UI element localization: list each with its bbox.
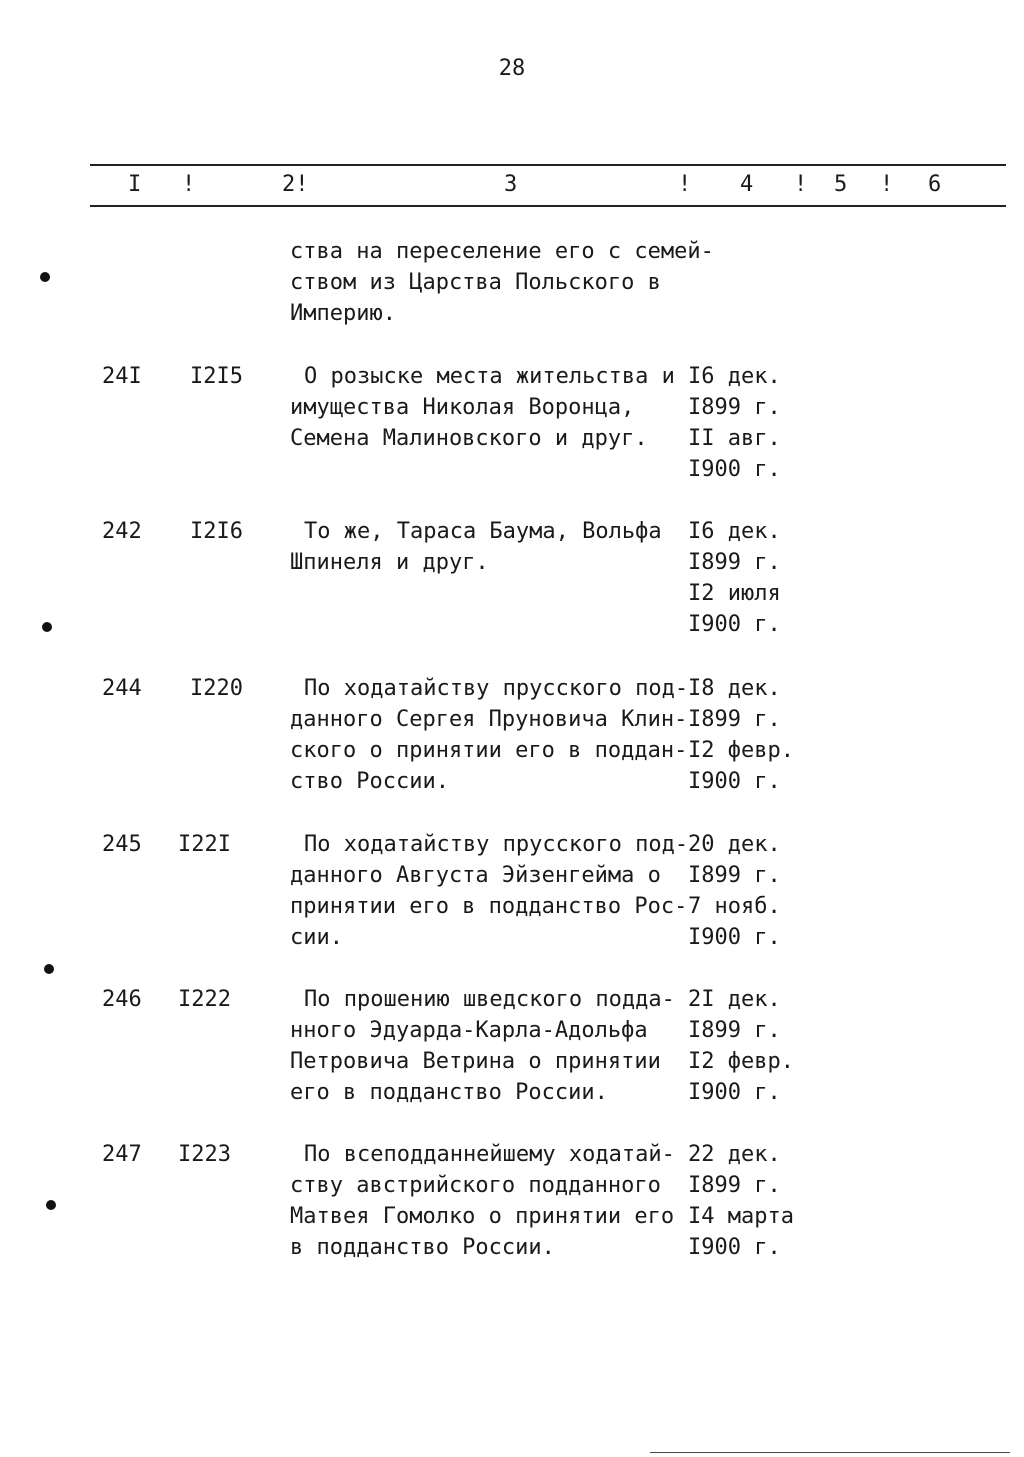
text-line: По ходатайству прусского под- xyxy=(304,676,689,701)
text-line: ского о принятии его в поддан- xyxy=(290,738,688,763)
file-number: I22I xyxy=(178,832,231,857)
entry-number: 246 xyxy=(102,987,142,1012)
entry-dates xyxy=(688,673,828,797)
table-top-rule xyxy=(90,164,1006,166)
entry-title xyxy=(290,516,690,578)
file-number: I222 xyxy=(178,987,231,1012)
text-line: ство России. xyxy=(290,769,449,794)
date-line: I900 г. xyxy=(688,612,781,637)
text-line: Петровича Ветрина о принятии xyxy=(290,1049,661,1074)
table-header-rule xyxy=(90,205,1006,207)
entry-title xyxy=(290,1139,690,1263)
date-line: I899 г. xyxy=(688,863,781,888)
entry-dates xyxy=(688,1139,828,1263)
binder-hole-mark xyxy=(46,1200,56,1210)
header-sep-5: ! xyxy=(880,172,894,197)
date-line: I899 г. xyxy=(688,1173,781,1198)
text-line: То же, Тараса Баума, Вольфа xyxy=(304,519,662,544)
file-number: I2I6 xyxy=(190,519,243,544)
text-line: в подданство России. xyxy=(290,1235,555,1260)
text-line: ства на переселение его с семей- xyxy=(290,239,714,264)
header-col-4: 4 xyxy=(740,172,754,197)
header-col-5: 5 xyxy=(834,172,848,197)
entry-dates xyxy=(688,984,828,1108)
header-col-1: I xyxy=(128,172,142,197)
date-line: II авг. xyxy=(688,426,781,451)
date-line: I2 февр. xyxy=(688,1049,794,1074)
text-line: сии. xyxy=(290,925,343,950)
date-line: I900 г. xyxy=(688,1080,781,1105)
entry-number: 247 xyxy=(102,1142,142,1167)
date-line: I900 г. xyxy=(688,769,781,794)
text-line: данного Сергея Пруновича Клин- xyxy=(290,707,688,732)
entry-dates xyxy=(688,829,828,953)
entry-dates xyxy=(688,361,828,485)
text-line: По прошению шведского подда- xyxy=(304,987,675,1012)
file-number: I223 xyxy=(178,1142,231,1167)
entry-title xyxy=(290,673,690,797)
entry-number: 244 xyxy=(102,676,142,701)
entry-number: 24I xyxy=(102,364,142,389)
entry-title xyxy=(290,361,690,454)
footer-rule xyxy=(650,1452,1010,1453)
date-line: I6 дек. xyxy=(688,519,781,544)
date-line: I8 дек. xyxy=(688,676,781,701)
date-line: I899 г. xyxy=(688,1018,781,1043)
text-line: нного Эдуарда-Карла-Адольфа xyxy=(290,1018,648,1043)
page-number: 28 xyxy=(498,56,526,81)
date-line: I2 февр. xyxy=(688,738,794,763)
date-line: 2I дек. xyxy=(688,987,781,1012)
header-sep-1: ! xyxy=(182,172,196,197)
text-line: Империю. xyxy=(290,301,396,326)
text-line: его в подданство России. xyxy=(290,1080,608,1105)
text-line: О розыске места жительства и xyxy=(304,364,675,389)
date-line: I900 г. xyxy=(688,1235,781,1260)
text-line: По ходатайству прусского под- xyxy=(304,832,689,857)
text-line: По всеподданнейшему ходатай- xyxy=(304,1142,675,1167)
entry-title xyxy=(290,984,690,1108)
text-line: Матвея Гомолко о принятии его xyxy=(290,1204,675,1229)
header-col-2: 2! xyxy=(282,172,309,197)
text-line: данного Августа Эйзенгейма о xyxy=(290,863,661,888)
entry-number: 245 xyxy=(102,832,142,857)
date-line: 20 дек. xyxy=(688,832,781,857)
text-line: имущества Николая Воронца, xyxy=(290,395,635,420)
table-header xyxy=(0,172,1024,202)
text-line: Шпинеля и друг. xyxy=(290,550,489,575)
text-line: ству австрийского подданного xyxy=(290,1173,661,1198)
date-line: I900 г. xyxy=(688,925,781,950)
header-sep-3: ! xyxy=(678,172,692,197)
date-line: I899 г. xyxy=(688,707,781,732)
binder-hole-mark xyxy=(42,622,52,632)
text-line: ством из Царства Польского в xyxy=(290,270,661,295)
binder-hole-mark xyxy=(44,964,54,974)
header-sep-4: ! xyxy=(794,172,808,197)
entry-dates xyxy=(688,516,828,640)
text-line: принятии его в подданство Рос- xyxy=(290,894,688,919)
date-line: I4 марта xyxy=(688,1204,794,1229)
date-line: 22 дек. xyxy=(688,1142,781,1167)
date-line: I6 дек. xyxy=(688,364,781,389)
text-line: Семена Малиновского и друг. xyxy=(290,426,648,451)
date-line: I899 г. xyxy=(688,550,781,575)
entry-title xyxy=(290,829,690,953)
date-line: I900 г. xyxy=(688,457,781,482)
header-col-6: 6 xyxy=(928,172,942,197)
continuation-text xyxy=(290,236,714,329)
date-line: 7 нояб. xyxy=(688,894,781,919)
header-col-3: 3 xyxy=(504,172,518,197)
file-number: I2I5 xyxy=(190,364,243,389)
file-number: I220 xyxy=(190,676,243,701)
binder-hole-mark xyxy=(40,272,50,282)
entry-number: 242 xyxy=(102,519,142,544)
date-line: I899 г. xyxy=(688,395,781,420)
date-line: I2 июля xyxy=(688,581,781,606)
